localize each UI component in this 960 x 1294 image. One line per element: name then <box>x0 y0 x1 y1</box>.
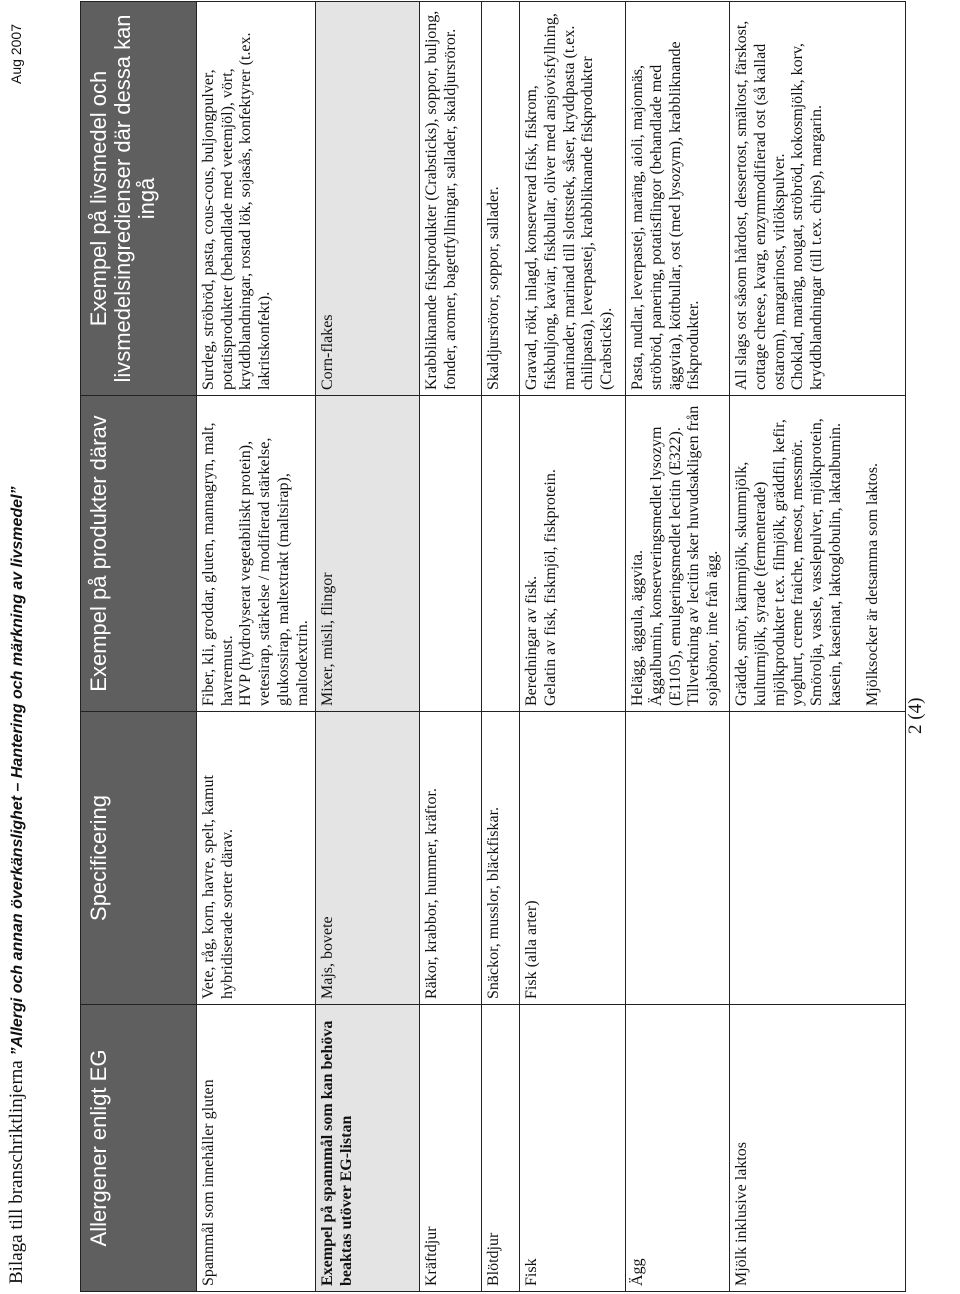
header-foods: Exempel på livsmedel och livsmedelsingredienser där dessa kan ingå <box>81 2 197 396</box>
product-line: Mixer, müsli, flingor <box>319 572 337 706</box>
cell-foods <box>520 2 626 396</box>
cell-allergen: Ägg <box>626 1005 730 1292</box>
header-title: ”Allergi och annan överkänslighet – Hantering och märkning av livsmedel” <box>9 486 26 1056</box>
product-line: Gelatin av fisk, fiskmjöl, fiskprotein. <box>542 469 560 706</box>
header-allergen: Allergener enligt EG <box>81 1005 197 1292</box>
cell-spec: Snäckor, musslor, bläckfiskar. <box>482 712 520 1005</box>
cell-allergen: Blötdjur <box>482 1005 520 1292</box>
cell-spec: Majs, bovete <box>316 712 420 1005</box>
header-specification: Specificering <box>81 712 197 1005</box>
cell-spec: Vete, råg, korn, havre, spelt, kamut hybridiserade sorter därav. <box>197 712 316 1005</box>
cell-products <box>316 396 420 712</box>
table-row <box>420 2 482 1292</box>
table-row <box>730 2 906 1292</box>
product-line: Äggalbumin, konserveringsmedlet lysozym (E1105), emulgeringsmedlet lecitin (E322). <box>648 426 684 706</box>
food-line: Corn-flakes <box>319 314 337 390</box>
cell-foods <box>730 2 906 396</box>
cell-products <box>482 396 520 712</box>
table-header-row <box>81 2 197 1292</box>
product-line: Beredningar av fisk. <box>523 575 541 706</box>
cell-spec: Räkor, krabbor, hummer, kräftor. <box>420 712 482 1005</box>
cell-products <box>730 396 906 712</box>
table-row <box>482 2 520 1292</box>
cell-spec <box>626 712 730 1005</box>
cell-spec: Fisk (alla arter) <box>520 712 626 1005</box>
table-row <box>197 2 316 1292</box>
header-date: Aug 2007 <box>8 24 24 84</box>
header-prefix: Bilaga till branschriktlinjerna <box>6 1055 27 1284</box>
table-row <box>626 2 730 1292</box>
food-line: Surdeg, ströbröd, pasta, cous-cous, buljongpulver, potatisprodukter (behandlade med vetemjöl), vört, kryddblandningar, rostad lök, sojasås, konfektyrer (t.ex. lakritskonfekt). <box>200 32 274 390</box>
product-line: Grädde, smör, kärnmjölk, skummjölk, kulturmjölk, syrade (fermenterade) mjölkprodukter t.ex. filmjölk, gräddfil, kefir, yoghurt, creme fraiche, mesost, messmör. <box>733 419 807 706</box>
product-line: HVP (hydrolyserat vegetabiliskt protein), vetesirap, stärkelse / modifierad stärkelse, glukossirap, maltextrakt (maltsirap), maltodextrin. <box>237 437 311 706</box>
table-row <box>520 2 626 1292</box>
cell-spec <box>730 712 906 1005</box>
food-line: Gravad, rökt, inlagd, konserverad fisk, fiskrom, fiskbuljong, kaviar, fiskbullar, oliver med ansjovisfyllning, marinader, marinad till slottsstek, såser, kryddpasta (t.ex. chilipasta), leverpastej, krabbliknande fiskprodukter (Crabsticks). <box>523 13 616 390</box>
table-body <box>197 2 906 1292</box>
header-products: Exempel på produkter därav <box>81 396 197 712</box>
cell-allergen: Spannmål som innehåller gluten <box>197 1005 316 1292</box>
table-row <box>316 2 420 1292</box>
page-number: 2 (4) <box>905 697 926 734</box>
food-line: Choklad, maräng, nougat, ströbröd, kokosmjölk, korv, kryddblandningar (till t.ex. chips), margarin. <box>789 43 826 390</box>
cell-foods <box>482 2 520 396</box>
food-line: All slags ost såsom hårdost, dessertost, smältost, färskost, cottage cheese, kvarg, enzymmodifierad ost (så kallad ostarom), margarinost, vitlökspulver. <box>733 20 788 390</box>
cell-products <box>197 396 316 712</box>
allergen-table <box>80 1 906 1292</box>
product-line: Tillverkning av lecitin sker huvudsakligen från sojabönor, inte från ägg. <box>685 405 722 706</box>
cell-allergen: Kräftdjur <box>420 1005 482 1292</box>
product-line: Mjölksocker är detsamma som laktos. <box>863 462 881 706</box>
product-line: Fiber, kli, groddar, gluten, mannagryn, malt, havremust. <box>200 422 236 706</box>
food-line: Skaldjursröror, soppor, sallader. <box>485 186 503 390</box>
cell-allergen: Mjölk inklusive laktos <box>730 1005 906 1292</box>
product-line: Helägg, äggula, äggvita. <box>629 550 647 706</box>
cell-products <box>420 396 482 712</box>
food-line: Pasta, nudlar, leverpastej, maräng, aioli, majonnäs, ströbröd, panering, potatisflingor (behandlade med äggvita), köttbullar, ost (med lysozym), krabbliknande fiskprodukter. <box>629 41 703 390</box>
document-header <box>6 486 28 1284</box>
cell-products <box>626 396 730 712</box>
cell-foods <box>197 2 316 396</box>
cell-allergen: Exempel på spannmål som kan behöva beaktas utöver EG-listan <box>316 1005 420 1292</box>
cell-products <box>520 396 626 712</box>
cell-allergen: Fisk <box>520 1005 626 1292</box>
food-line: Krabbliknande fiskprodukter (Crabsticks), soppor, buljong, fonder, aromer, bagettfyllningar, sallader, skaldjursröror. <box>423 10 460 390</box>
cell-foods <box>316 2 420 396</box>
cell-foods <box>420 2 482 396</box>
product-line: Smörolja, vassle, vasslepulver, mjölkprotein, kasein, kaseinat, laktoglobulin, laktalbumin. <box>808 418 844 706</box>
cell-foods <box>626 2 730 396</box>
